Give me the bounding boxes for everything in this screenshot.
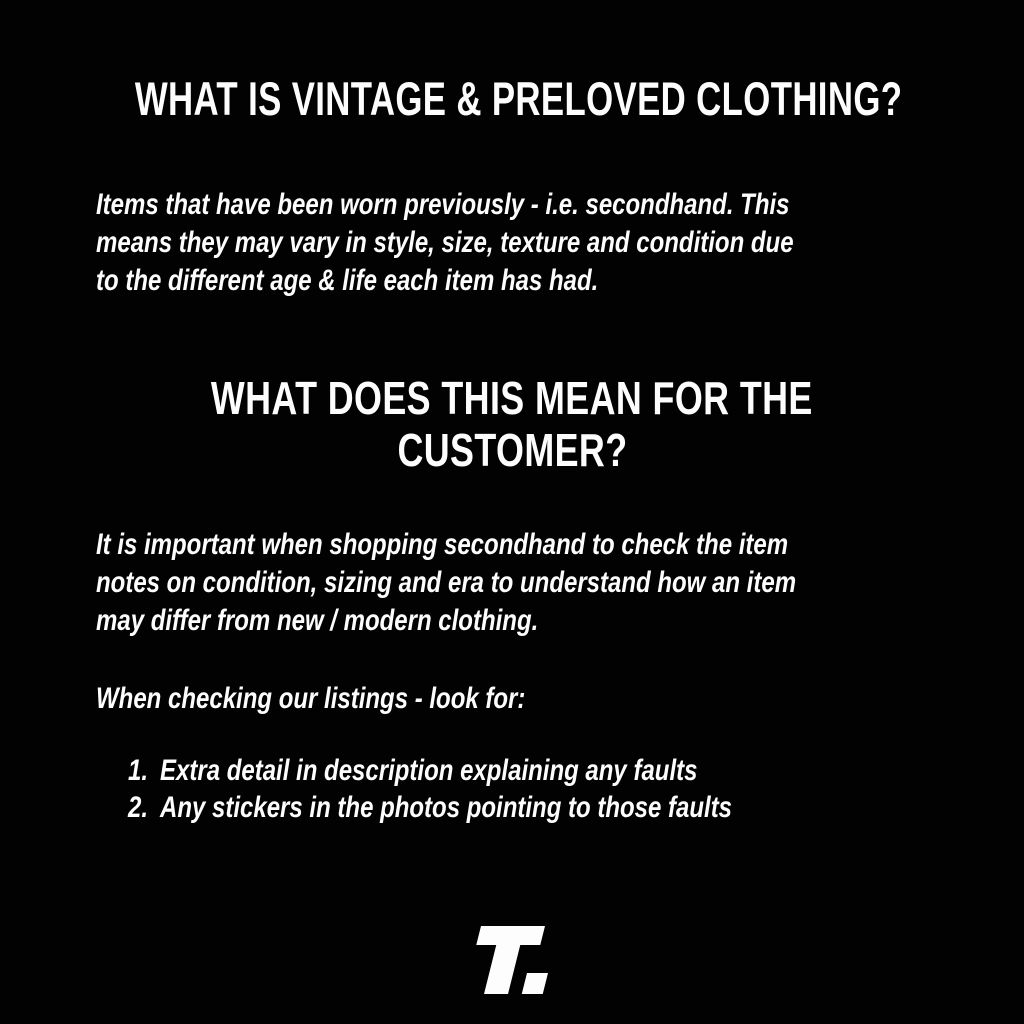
intro-line: Items that have been worn previously - i.e. secondhand. This bbox=[96, 188, 790, 221]
list-item bbox=[128, 789, 732, 826]
intro-line: to the different age & life each item has had. bbox=[96, 264, 599, 297]
customer-info-paragraph bbox=[96, 526, 971, 640]
listings-intro bbox=[96, 680, 633, 718]
list-item-number: 2. bbox=[128, 791, 149, 824]
list-item bbox=[128, 752, 732, 789]
subtitle bbox=[0, 372, 1024, 476]
customer-info-line: may differ from new / modern clothing. bbox=[96, 604, 539, 637]
list-item-number: 1. bbox=[128, 754, 149, 787]
page-title-text: WHAT IS VINTAGE & PRELOVED CLOTHING? bbox=[134, 72, 903, 125]
intro-paragraph bbox=[96, 186, 968, 300]
listings-intro-line: When checking our listings - look for: bbox=[96, 682, 526, 715]
list-item-text: Any stickers in the photos pointing to those faults bbox=[160, 791, 733, 824]
t-logo-icon bbox=[464, 926, 560, 998]
customer-info-line: notes on condition, sizing and era to understand how an item bbox=[96, 566, 797, 599]
subtitle-line: CUSTOMER? bbox=[396, 424, 628, 476]
subtitle-line: WHAT DOES THIS MEAN FOR THE bbox=[211, 372, 813, 424]
checklist bbox=[128, 752, 883, 826]
customer-info-line: It is important when shopping secondhand to check the item bbox=[96, 528, 789, 561]
intro-line: means they may vary in style, size, texture and condition due bbox=[96, 226, 794, 259]
page-title bbox=[0, 72, 1024, 126]
list-item-text: Extra detail in description explaining any faults bbox=[160, 754, 698, 787]
